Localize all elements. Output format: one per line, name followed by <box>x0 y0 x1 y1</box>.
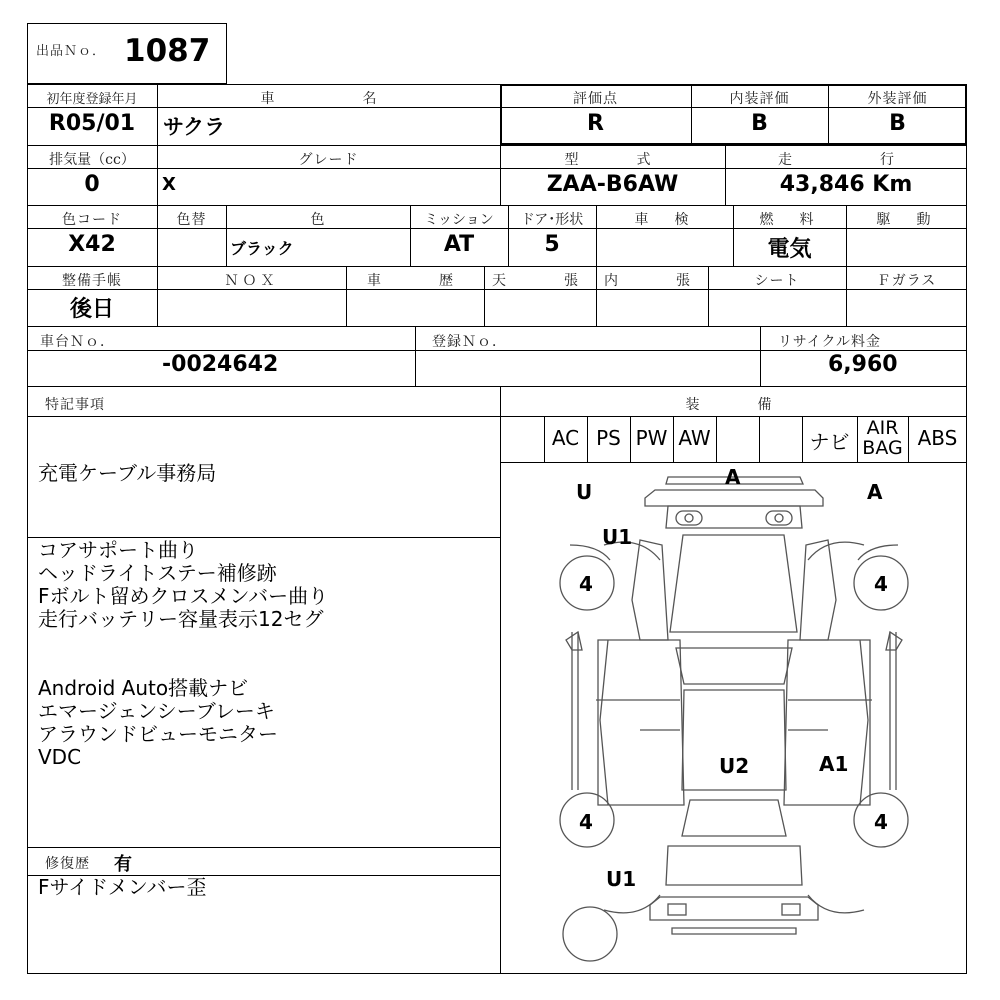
door-label: ドア･形状 <box>520 212 584 228</box>
seat-label: シート <box>754 273 800 289</box>
mileage-label: 走 行 <box>778 152 914 168</box>
mission-label: ミッション <box>424 212 494 228</box>
exterior-score-value: B <box>889 111 906 136</box>
note-line: エマージェンシーブレーキ <box>38 699 275 723</box>
grade-value: X <box>162 174 176 195</box>
note-line-1: 充電ケーブル事務局 <box>38 461 217 485</box>
equipment-ps: PS <box>596 426 621 450</box>
chassis-label: 車台Ｎｏ． <box>40 334 115 350</box>
equipment-aw: AW <box>678 426 711 450</box>
lot-number: 1087 <box>124 33 211 69</box>
car-name-value: サクラ <box>163 115 226 139</box>
note-line: ヘッドライトステー補修跡 <box>38 561 277 585</box>
model-label: 型 式 <box>564 152 661 168</box>
note-line: Fボルト留めクロスメンバー曲り <box>38 584 329 608</box>
note-line: アラウンドビューモニター <box>38 722 278 746</box>
exterior-score-label: 外装評価 <box>867 91 928 107</box>
damage-tire-fl: 4 <box>579 572 593 596</box>
model-value: ZAA-B6AW <box>546 172 679 197</box>
car-name-label: 車 名 <box>260 91 397 107</box>
first-reg-value: R05/01 <box>48 111 136 136</box>
recycle-label: リサイクル料金 <box>778 334 882 350</box>
fuel-value: 電気 <box>767 237 812 262</box>
windshield-outline <box>676 648 792 684</box>
equipment-label: 装 備 <box>685 397 782 413</box>
first-reg-label: 初年度登録年月 <box>46 92 138 107</box>
damage-front-bumper-side: U1 <box>602 525 633 549</box>
interior-trim-label: 内 張 <box>604 273 700 289</box>
note-line: VDC <box>38 745 82 769</box>
equipment-ac: AC <box>551 426 580 450</box>
color-value: ブラック <box>230 239 294 258</box>
displacement-value: 0 <box>84 172 100 197</box>
interior-score-label: 内装評価 <box>729 91 790 107</box>
maintenance-value: 後日 <box>69 297 114 322</box>
note-line: Android Auto搭載ナビ <box>38 676 249 700</box>
hood-outline <box>670 535 797 632</box>
fuel-label: 燃 料 <box>759 212 820 228</box>
equipment-pw: PW <box>635 426 668 450</box>
inspection-label: 車 検 <box>634 212 695 228</box>
mission-value: AT <box>443 232 475 257</box>
equipment-airbag: AIR BAG <box>862 417 903 459</box>
repair-label: 修復歴 <box>45 856 90 872</box>
damage-rear: U1 <box>606 867 637 891</box>
recycle-value: 6,960 <box>828 352 898 377</box>
score-value: R <box>587 111 604 136</box>
roof-label: 天 張 <box>492 273 588 289</box>
car-diagram <box>500 462 967 974</box>
note-line: 走行バッテリー容量表示12セグ <box>38 607 324 631</box>
reg-no-label: 登録Ｎｏ． <box>432 334 507 350</box>
history-label: 車 歴 <box>367 273 463 289</box>
damage-roof: U2 <box>719 754 750 778</box>
note-line: コアサポート曲り <box>38 538 198 562</box>
spare-tire <box>563 907 617 961</box>
grade-label: グレード <box>298 152 359 168</box>
damage-tire-fr: 4 <box>874 572 888 596</box>
damage-front-top: A <box>725 465 741 489</box>
door-value: 5 <box>544 232 560 257</box>
color-code-value: X42 <box>68 232 116 257</box>
equipment-navi: ナビ <box>809 430 850 454</box>
equipment-abs: ABS <box>917 426 958 450</box>
damage-tire-rl: 4 <box>579 810 593 834</box>
color-label: 色 <box>310 212 326 228</box>
chassis-value: -0024642 <box>162 352 279 377</box>
rear-bumper-outline <box>650 897 818 920</box>
displacement-label: 排気量（cc） <box>49 152 135 168</box>
repair-value: 有 <box>114 854 132 875</box>
maintenance-label: 整備手帳 <box>62 273 122 289</box>
drive-label: 駆 動 <box>876 212 937 228</box>
notes-label: 特記事項 <box>45 397 105 413</box>
damage-front-left: U <box>576 480 593 504</box>
damage-tire-rr: 4 <box>874 810 888 834</box>
repair-text: Fサイドメンバー歪 <box>38 875 207 899</box>
repaint-label: 色替 <box>176 212 207 228</box>
fglass-label: Ｆガラス <box>876 273 937 289</box>
nox-label: ＮＯＸ <box>224 273 279 289</box>
color-code-label: 色コード <box>62 212 122 228</box>
score-label: 評価点 <box>573 91 618 107</box>
damage-front-right: A <box>867 480 883 504</box>
lot-label: 出品Ｎｏ． <box>36 44 107 59</box>
damage-right-side: A1 <box>819 752 849 776</box>
interior-score-value: B <box>751 111 768 136</box>
mileage-value: 43,846 Km <box>779 172 913 197</box>
